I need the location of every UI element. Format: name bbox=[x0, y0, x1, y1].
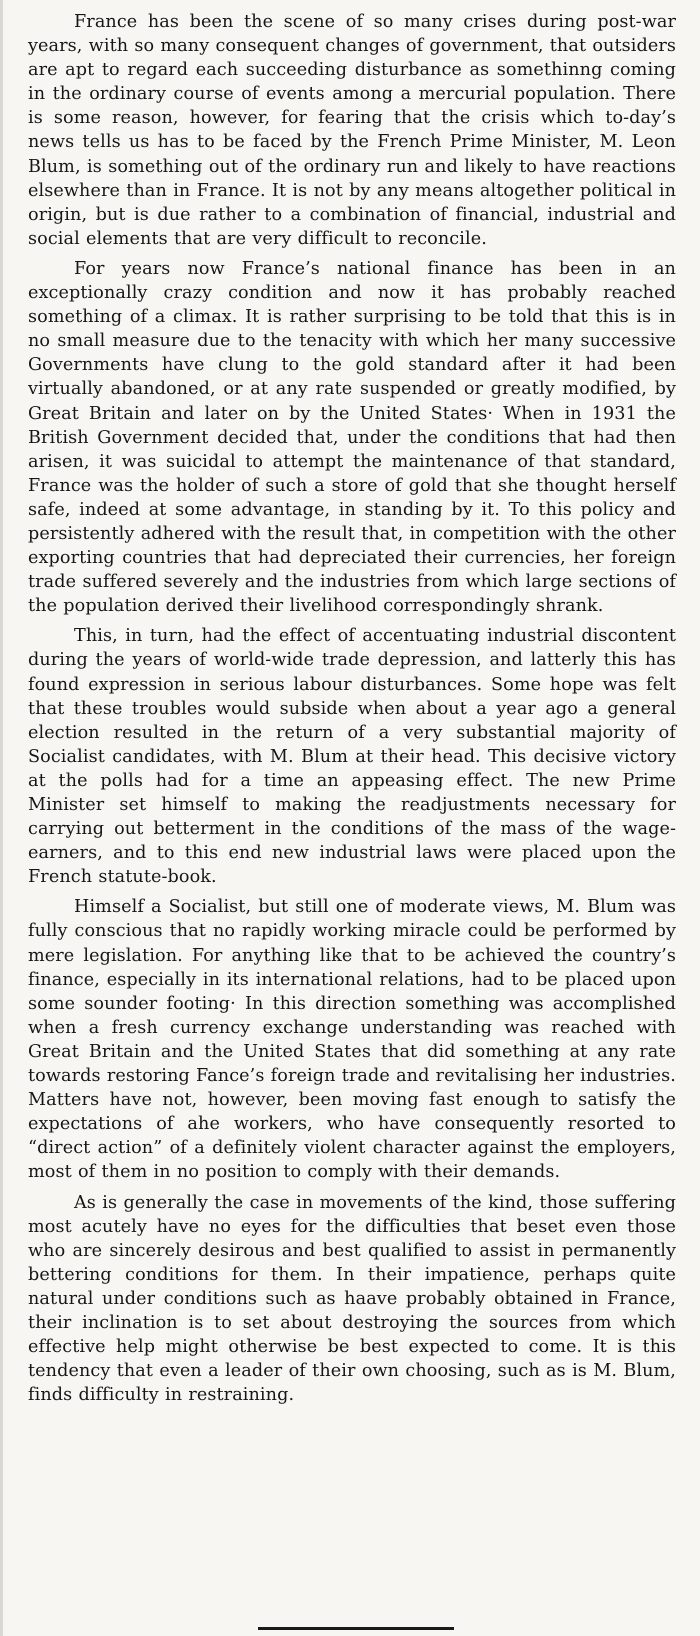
end-rule bbox=[258, 1627, 454, 1630]
paragraph-4: Himself a Socialist, but still one of moderate views, M. Blum was fully conscious that no rapidly working miracle could be performed by mere legislation. For anything like that to be achieved the country’s finance, especially in its international relations, had to be placed upon some sounder footing· In this direction something was accomplished when a fresh currency exchange understanding was reached with Great Britain and the United States that did something at any rate towards restoring Fance’s foreign trade and revitalising her industries. Matters have not, however, been moving fast enough to satisfy the expectations of ahe workers, who have consequently resorted to “direct action” of a definitely violent character against the employers, most of them in no position to comply with their demands. bbox=[28, 897, 676, 1183]
page-edge bbox=[0, 0, 3, 1636]
paragraph-1: France has been the scene of so many crises during post-war years, with so many consequent changes of government, that outsiders are apt to regard each succeeding disturbance as somethinng coming in the ordinary course of events among a mercurial population. There is some reason, however, for fearing that the crisis which to-day’s news tells us has to be faced by the French Prime Minister, M. Leon Blum, is something out of the ordinary run and likely to have reactions elsewhere than in France. It is not by any means altogether political in origin, but is due rather to a combination of financial, industrial and social elements that are very difficult to reconcile. bbox=[28, 12, 676, 249]
paragraph-2: For years now France’s national finance has been in an exceptionally crazy condition and now it has probably reached something of a climax. It is rather surprising to be told that this is in no small measure due to the tenacity with which her many successive Governments have clung to the gold standard after it had been virtually abandoned, or at any rate suspended or greatly modified, by Great Britain and later on by the United States· When in 1931 the British Government decided that, under the conditions that had then arisen, it was suicidal to attempt the maintenance of that standard, France was the holder of such a store of gold that she thought herself safe, indeed at some advantage, in standing by it. To this policy and persistently adhered with the result that, in competition with the other exporting countries that had depreciated their currencies, her foreign trade suffered severely and the industries from which large sections of the population derived their livelihood correspondingly shrank. bbox=[28, 258, 676, 617]
article-column bbox=[28, 10, 676, 1413]
paragraph-5: As is generally the case in movements of the kind, those suffering most acutely have no eyes for the difficulties that beset even those who are sincerely desirous and best qualified to assist in permanently bettering conditions for them. In their impatience, perhaps quite natural under conditions such as haave probably obtained in France, their inclination is to set about destroying the sources from which effective help might otherwise be best expected to come. It is this tendency that even a leader of their own choosing, such as is M. Blum, finds difficulty in restraining. bbox=[28, 1192, 676, 1406]
paragraph-3: This, in turn, had the effect of accentuating industrial discontent during the years of world-wide trade depression, and latterly this has found expression in serious labour disturbances. Some hope was felt that these troubles would subside when about a year ago a general election resulted in the return of a very substantial majority of Socialist candidates, with M. Blum at their head. This decisive victory at the polls had for a time an appeasing effect. The new Prime Minister set himself to making the readjustments necessary for carrying out betterment in the conditions of the mass of the wage-earners, and to this end new industrial laws were placed upon the French statute-book. bbox=[28, 626, 676, 888]
